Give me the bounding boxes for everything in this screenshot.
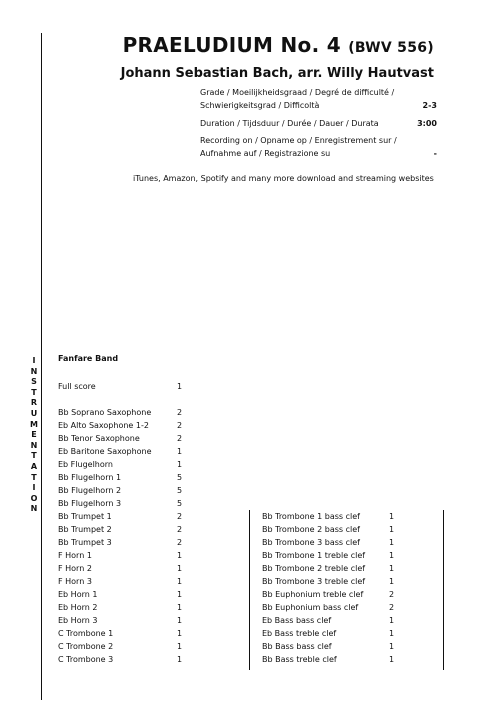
part-count: 1 (177, 655, 183, 664)
instrumentation-letter: I (32, 483, 36, 493)
band-title: Fanfare Band (58, 354, 119, 363)
part-name: Bb Bass treble clef (262, 655, 337, 664)
part-name: C Trombone 1 (58, 629, 114, 638)
platforms-text: iTunes, Amazon, Spotify and many more download and streaming websites (133, 174, 434, 183)
part-count: 1 (389, 629, 395, 638)
part-count: 1 (389, 655, 395, 664)
part-count: 5 (177, 473, 183, 482)
part-count: 1 (177, 382, 183, 391)
middle-divider-line (249, 510, 250, 670)
part-name: Eb Flugelhorn (58, 460, 113, 469)
composer-arranger: Johann Sebastian Bach, arr. Willy Hautvast (120, 66, 434, 81)
part-name: F Horn 1 (58, 551, 92, 560)
part-count: 2 (389, 603, 395, 612)
instrumentation-letter: O (30, 493, 38, 503)
part-name: Bb Bass bass clef (262, 642, 332, 651)
duration-info (200, 117, 437, 130)
title-main: PRAELUDIUM No. 4 (122, 33, 341, 57)
part-count: 1 (177, 616, 183, 625)
instrumentation-letter: N (30, 440, 38, 450)
part-name: Eb Bass bass clef (262, 616, 332, 625)
grade-value: 2-3 (422, 101, 437, 110)
part-name: Eb Horn 1 (58, 590, 98, 599)
part-count: 5 (177, 486, 183, 495)
part-name: Bb Tenor Saxophone (58, 434, 140, 443)
part-count: 2 (177, 512, 183, 521)
part-name: F Horn 2 (58, 564, 92, 573)
part-name: Bb Flugelhorn 3 (58, 499, 122, 508)
part-count: 2 (177, 525, 183, 534)
instrumentation-letter: A (30, 461, 38, 471)
part-count: 1 (177, 564, 183, 573)
part-name: Bb Trombone 3 treble clef (262, 577, 366, 586)
part-name: C Trombone 3 (58, 655, 114, 664)
right-divider-line (443, 510, 444, 670)
part-count: 1 (389, 512, 395, 521)
part-count: 1 (177, 460, 183, 469)
title-catalog-number: (BWV 556) (348, 40, 434, 56)
part-count: 2 (177, 408, 183, 417)
part-count: 1 (389, 525, 395, 534)
part-count: 2 (177, 421, 183, 430)
part-count: 1 (177, 642, 183, 651)
instrumentation-letter: N (30, 504, 38, 514)
left-divider-line (41, 33, 42, 700)
grade-info (200, 86, 437, 112)
part-count: 1 (389, 577, 395, 586)
part-name: Eb Horn 2 (58, 603, 98, 612)
instrumentation-letter: M (30, 419, 38, 429)
instrumentation-vertical-label (28, 356, 40, 515)
duration-label: Duration / Tijdsduur / Durée / Dauer / Durata (200, 119, 379, 128)
recording-label-line2: Aufnahme auf / Registrazione su (200, 149, 331, 158)
part-name: Full score (58, 382, 96, 391)
part-name: Bb Euphonium bass clef (262, 603, 359, 612)
part-name: Eb Bass treble clef (262, 629, 337, 638)
part-count: 1 (389, 616, 395, 625)
instrumentation-letter: U (30, 408, 38, 418)
part-name: Bb Trombone 2 bass clef (262, 525, 360, 534)
instrumentation-letter: R (30, 398, 38, 408)
instrumentation-letter: N (30, 366, 38, 376)
part-name: Bb Trumpet 2 (58, 525, 112, 534)
part-name: Bb Trombone 2 treble clef (262, 564, 366, 573)
part-name: C Trombone 2 (58, 642, 114, 651)
instrumentation-letter: I (32, 356, 36, 365)
part-name: Eb Horn 3 (58, 616, 98, 625)
part-count: 1 (177, 603, 183, 612)
instrumentation-letter: T (31, 451, 37, 461)
part-name: Bb Trombone 3 bass clef (262, 538, 360, 547)
recording-label-line1: Recording on / Opname op / Enregistrement sur / (200, 136, 397, 145)
part-name: Bb Flugelhorn 1 (58, 473, 122, 482)
recording-info (200, 134, 437, 160)
part-count: 1 (177, 447, 183, 456)
part-name: Bb Trumpet 1 (58, 512, 112, 521)
part-name: F Horn 3 (58, 577, 92, 586)
instrumentation-letter: T (31, 387, 37, 397)
instrumentation-letter: E (31, 430, 37, 440)
part-count: 1 (177, 551, 183, 560)
part-name: Bb Trumpet 3 (58, 538, 112, 547)
part-name: Bb Flugelhorn 2 (58, 486, 122, 495)
grade-label-line2: Schwierigkeitsgrad / Difficoltà (200, 101, 320, 110)
grade-label-line1: Grade / Moeilijkheidsgraad / Degré de difficulté / (200, 88, 395, 97)
page-title (123, 33, 434, 57)
part-name: Bb Euphonium treble clef (262, 590, 364, 599)
part-name: Eb Baritone Saxophone (58, 447, 152, 456)
part-name: Bb Trombone 1 treble clef (262, 551, 366, 560)
part-count: 1 (177, 629, 183, 638)
part-count: 2 (177, 538, 183, 547)
part-count: 1 (389, 538, 395, 547)
part-name: Bb Trombone 1 bass clef (262, 512, 360, 521)
part-count: 1 (177, 590, 183, 599)
instrumentation-letter: T (31, 472, 37, 482)
part-name: Eb Alto Saxophone 1-2 (58, 421, 149, 430)
part-count: 1 (389, 551, 395, 560)
part-count: 2 (177, 434, 183, 443)
part-count: 5 (177, 499, 183, 508)
instrumentation-letter: S (31, 377, 37, 387)
part-count: 1 (177, 577, 183, 586)
part-count: 1 (389, 564, 395, 573)
duration-value: 3:00 (417, 119, 437, 128)
part-count: 2 (389, 590, 395, 599)
part-name: Bb Soprano Saxophone (58, 408, 152, 417)
part-count: 1 (389, 642, 395, 651)
recording-value: - (433, 149, 437, 158)
